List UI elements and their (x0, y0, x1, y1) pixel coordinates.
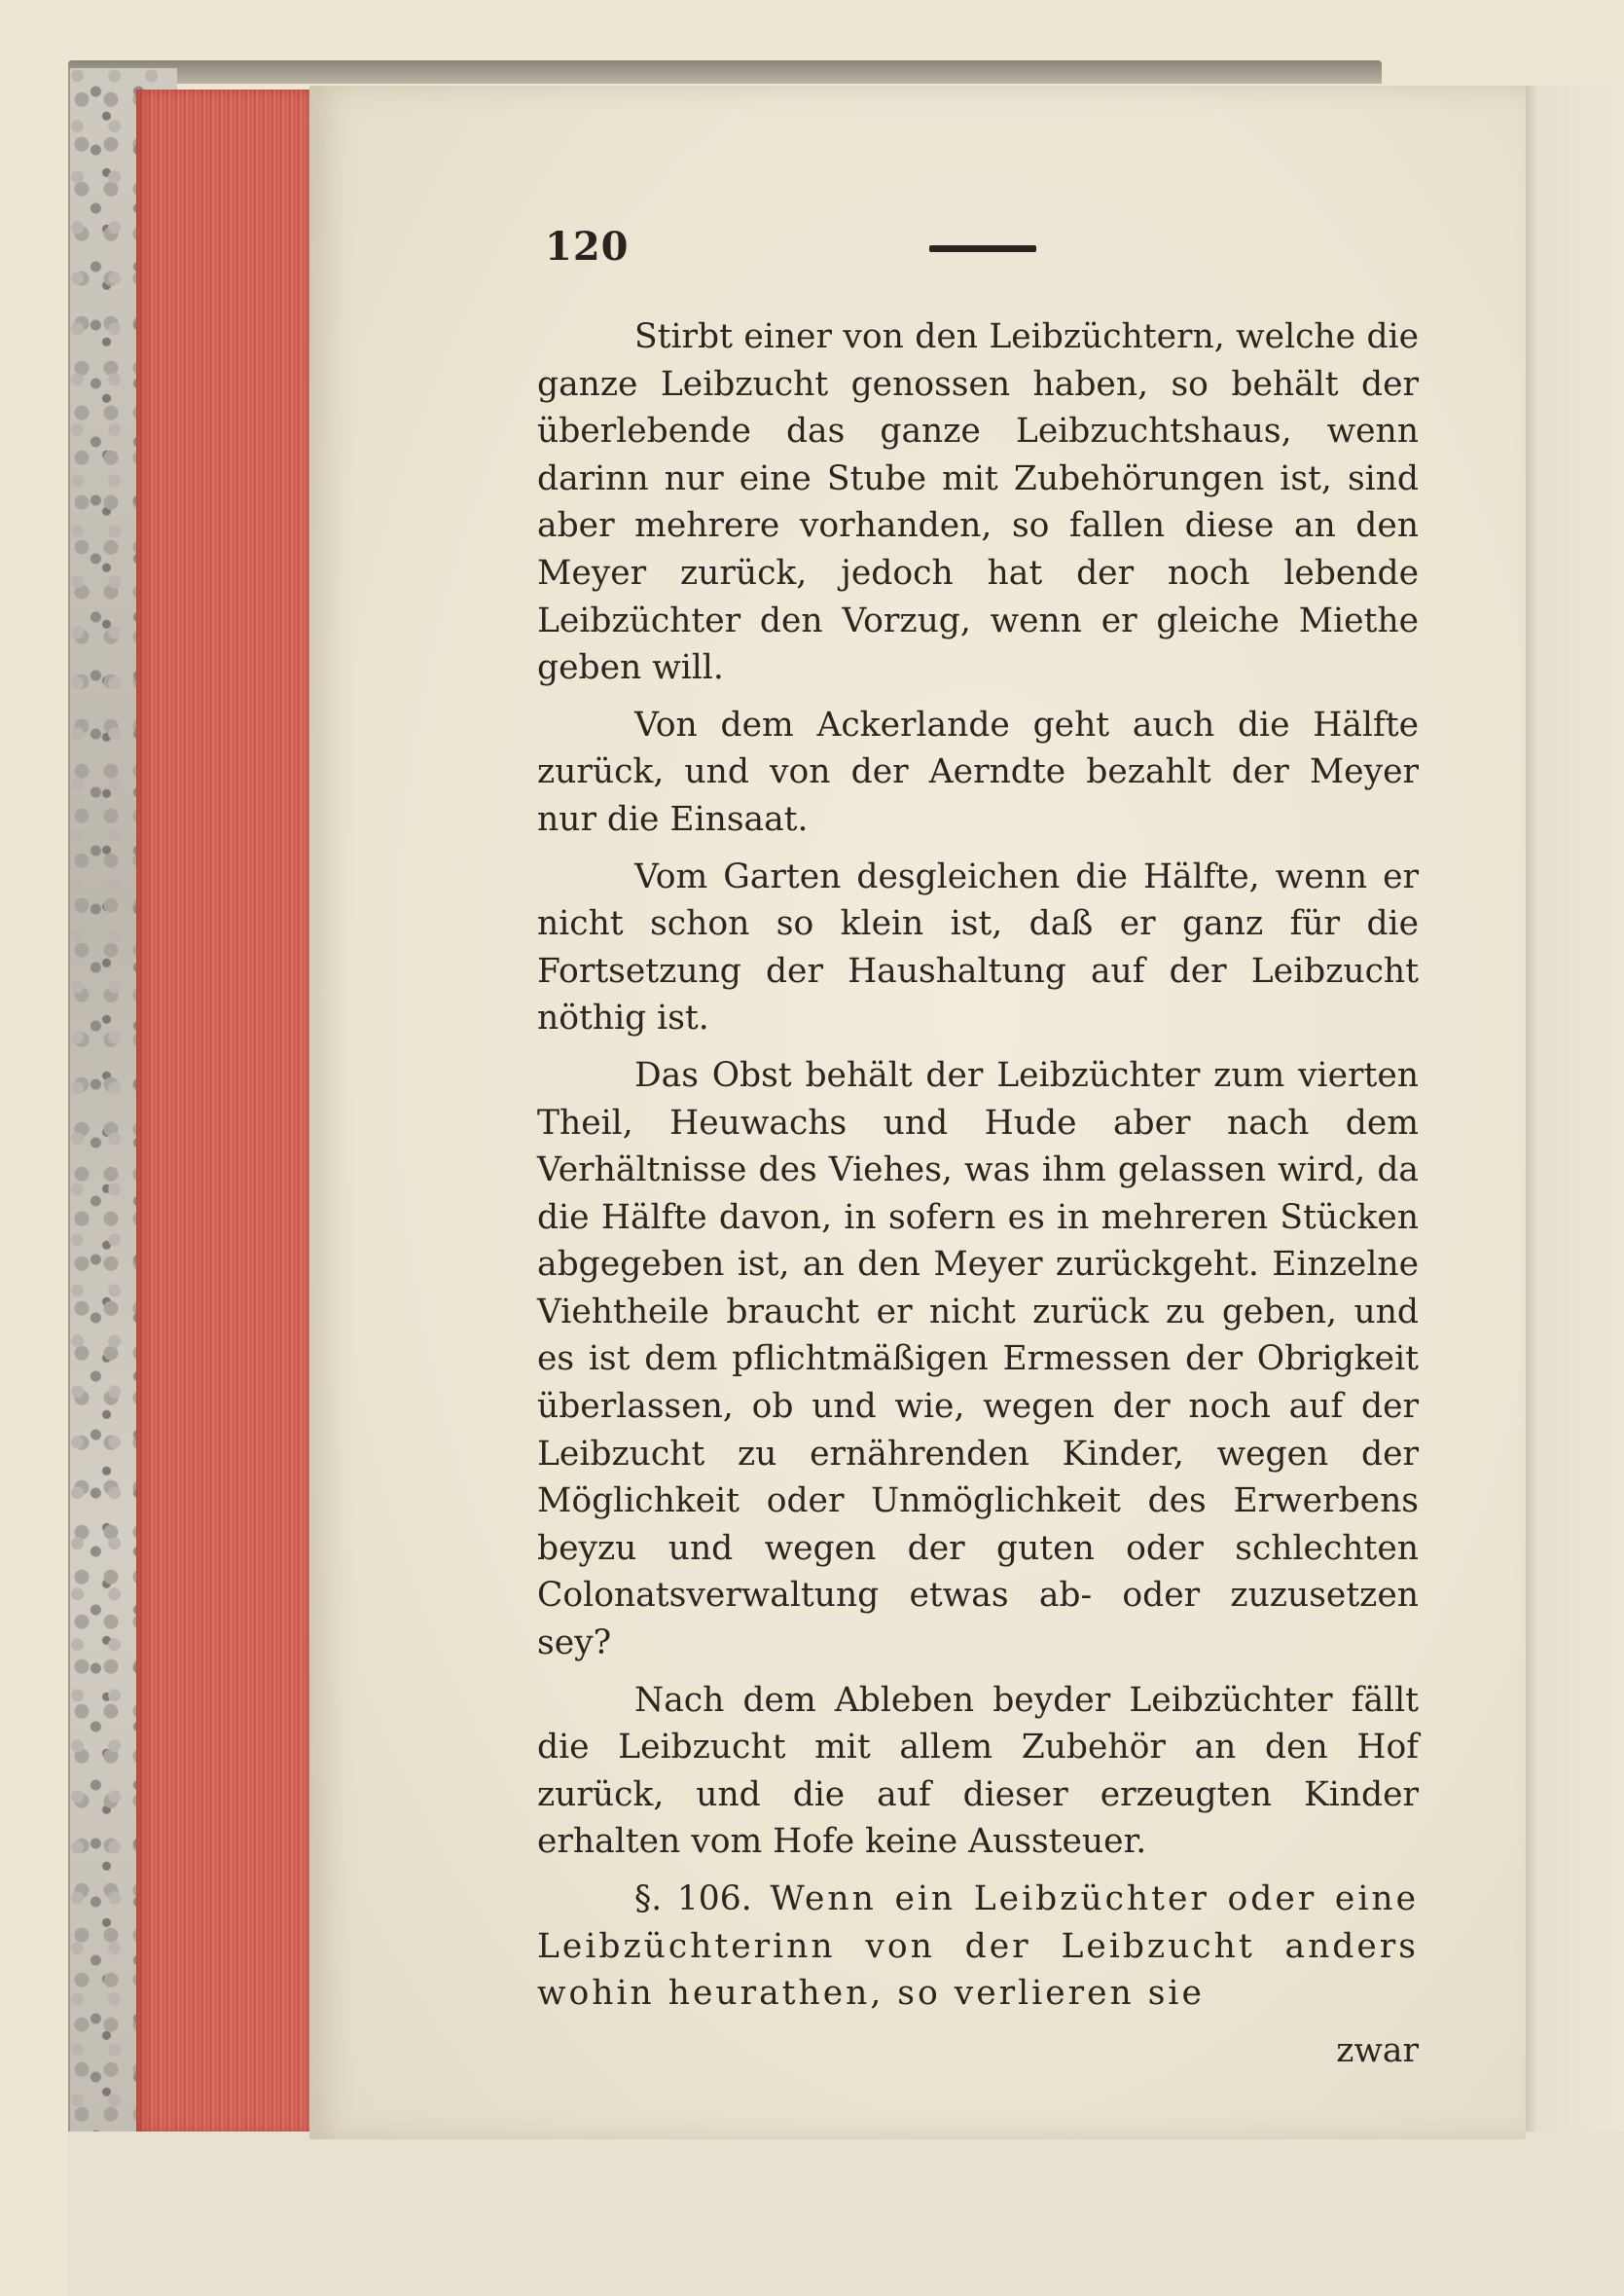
paragraph-5: Nach dem Ableben beyder Leibzüchter fällt die Leibzucht mit allem Zubehör an den Hof zurück, und die auf dieser erzeugten Kinder erhalten vom Hofe keine Aussteuer. (537, 1680, 1419, 1862)
section-106 (537, 1876, 1419, 2018)
catchword: zwar (1336, 2030, 1419, 2070)
red-page-edges (136, 90, 324, 2133)
background-bottom (68, 2132, 1624, 2296)
section-number: §. 106. (634, 1879, 752, 1918)
facing-page (1524, 86, 1624, 2139)
book-cover-top (68, 60, 1382, 84)
section-text: Wenn ein Leibzüchter oder eine Leibzüchterinn von der Leibzucht anders wohin heurathen, so verlieren sie (537, 1879, 1420, 2014)
paragraph-1: Stirbt einer von den Leibzüchtern, welche die ganze Leibzucht genossen haben, so behält der überlebende das ganze Leibzuchtshaus, wenn darinn nur eine Stube mit Zubehörungen ist, sind aber mehrere vorhanden, so fallen diese an den Meyer zurück, jedoch hat der noch lebende Leibzüchter den Vorzug, wenn er gleiche Miethe geben will. (537, 317, 1419, 688)
page-number: 120 (545, 224, 630, 270)
paragraph-3: Vom Garten desgleichen die Hälfte, wenn er nicht schon so klein ist, daß er ganz für die Fortsetzung der Haushaltung auf der Leibzucht nöthig ist. (537, 856, 1419, 1039)
header-rule (929, 245, 1036, 252)
paragraph-2: Von dem Ackerlande geht auch die Hälfte zurück, und von der Aerndte bezahlt der Meyer nur die Einsaat. (537, 705, 1419, 839)
paragraph-4: Das Obst behält der Leibzüchter zum vierten Theil, Heuwachs und Hude aber nach dem Verhältnisse des Viehes, was ihm gelassen wird, da die Hälfte davon, in sofern es in mehreren Stücken abgegeben ist, an den Meyer zurückgeht. Einzelne Viehtheile braucht er nicht zurück zu geben, und es ist dem pflichtmäßigen Ermessen der Obrigkeit überlassen, ob und wie, wegen der noch auf der Leibzucht zu ernährenden Kinder, wegen der Möglichkeit oder Unmöglichkeit des Erwerbens beyzu und wegen der guten oder schlechten Colonatsverwaltung etwas ab- oder zuzusetzen sey? (537, 1055, 1419, 1663)
page-header (545, 224, 1051, 282)
body-text (537, 313, 1419, 2074)
